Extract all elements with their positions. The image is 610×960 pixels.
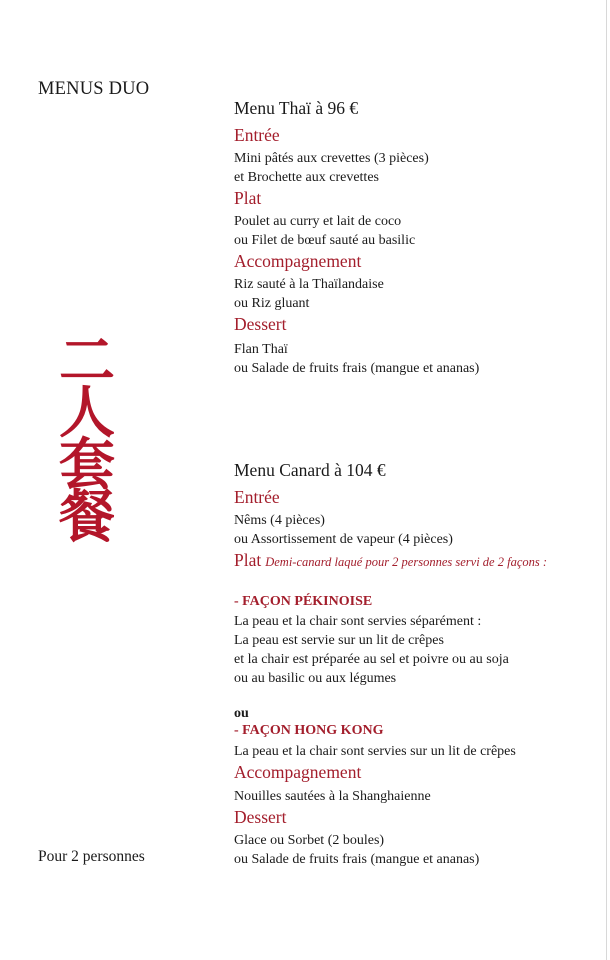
menu-thai-accomp-line: Riz sauté à la Thaïlandaise (234, 277, 384, 292)
menu-thai-entree-line: et Brochette aux crevettes (234, 170, 379, 185)
menu-canard-plat-heading: Plat (234, 550, 262, 570)
menu-canard-dessert-line: Glace ou Sorbet (2 boules) (234, 833, 385, 848)
menu-thai-entree-line: Mini pâtés aux crevettes (3 pièces) (234, 151, 429, 166)
menu-canard-title: Menu Canard à 104 € (234, 460, 386, 480)
menu-canard-dessert-heading: Dessert (234, 807, 287, 827)
menu-canard-accomp-heading: Accompagnement (234, 762, 362, 782)
facon-pekinoise-line: La peau et la chair sont servies séparément : (234, 614, 482, 629)
menu-thai-dessert-line: Flan Thaï (234, 342, 288, 357)
menu-thai-accomp-heading: Accompagnement (234, 251, 362, 271)
facon-pekinoise-line: ou au basilic ou aux légumes (234, 671, 397, 686)
or-separator: ou (234, 706, 249, 721)
menu-canard-plat-note: Demi-canard laqué pour 2 personnes servi de 2 façons : (265, 555, 548, 569)
chinese-glyph: 二 (59, 329, 115, 394)
menu-canard-accomp-line: Nouilles sautées à la Shanghaienne (234, 789, 431, 804)
menu-canard-plat-row (234, 550, 547, 571)
menu-canard-entree-line: ou Assortissement de vapeur (4 pièces) (234, 532, 453, 547)
facon-pekinoise-line: La peau est servie sur un lit de crêpes (234, 633, 444, 648)
chinese-glyph: 套 (59, 433, 115, 498)
menu-canard-dessert-line: ou Salade de fruits frais (mangue et ananas) (234, 852, 480, 867)
menu-thai-title: Menu Thaï à 96 € (234, 98, 359, 118)
page-title: MENUS DUO (38, 79, 150, 99)
menu-thai-plat-heading: Plat (234, 188, 262, 208)
facon-hongkong-heading: - FAÇON HONG KONG (234, 723, 384, 738)
facon-hongkong-line: La peau et la chair sont servies sur un lit de crêpes (234, 744, 516, 759)
menu-thai-dessert-heading: Dessert (234, 314, 287, 334)
chinese-title-vertical (52, 329, 122, 550)
menu-canard-entree-line: Nêms (4 pièces) (234, 513, 325, 528)
menu-thai-plat-line: ou Filet de bœuf sauté au basilic (234, 233, 416, 248)
facon-pekinoise-line: et la chair est préparée au sel et poivre ou au soja (234, 652, 509, 667)
chinese-glyph: 人 (59, 381, 115, 446)
menu-canard-entree-heading: Entrée (234, 487, 280, 507)
menu-thai-entree-heading: Entrée (234, 125, 280, 145)
footer-note: Pour 2 personnes (38, 848, 145, 865)
menu-thai-plat-line: Poulet au curry et lait de coco (234, 214, 402, 229)
chinese-glyph: 餐 (59, 485, 115, 550)
page-edge-line (606, 0, 607, 960)
menu-thai-dessert-line: ou Salade de fruits frais (mangue et ananas) (234, 361, 480, 376)
facon-pekinoise-heading: - FAÇON PÉKINOISE (234, 594, 373, 609)
menu-thai-accomp-line: ou Riz gluant (234, 296, 310, 311)
